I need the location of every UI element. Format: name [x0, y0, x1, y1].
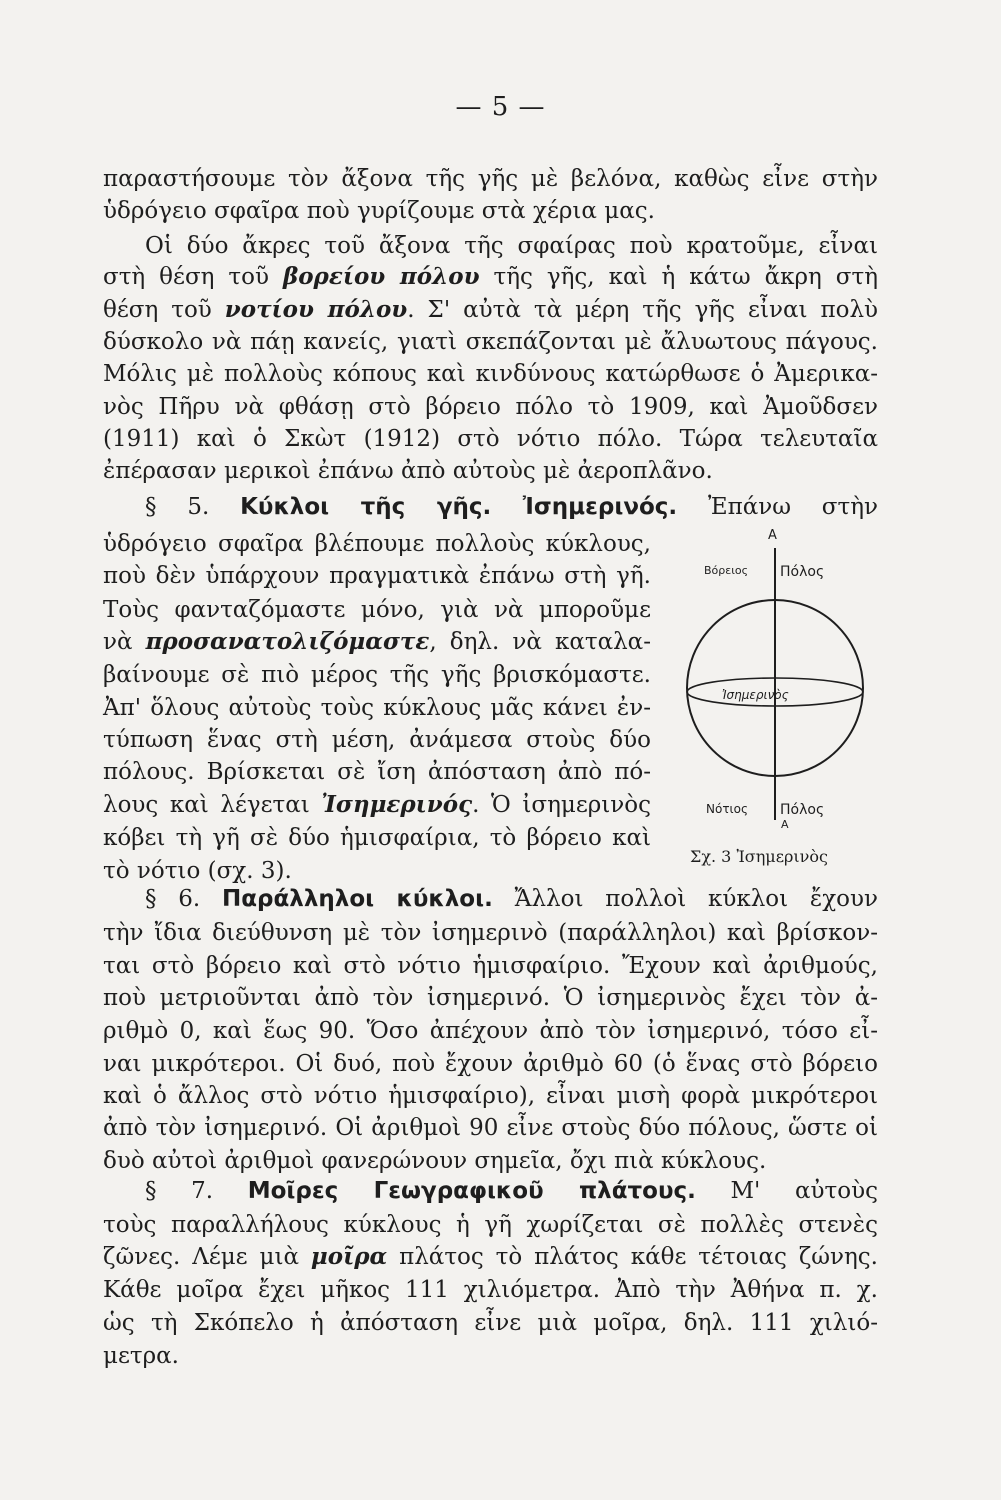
text-line: ριθμὸ 0, καὶ ἕως 90. Ὅσο ἀπέχουν ἀπὸ τὸν ἰσημερινό, τόσο εἶ-	[103, 1018, 878, 1044]
emphasis-equator: Ἰσημερινός	[321, 791, 473, 818]
text-line: ἀπὸ τὸν ἰσημερινό. Οἱ ἀριθμοὶ 90 εἶνε στοὺς δύο πόλους, ὥστε οἱ	[103, 1115, 878, 1141]
text-line: ὡς τὴ Σκόπελο ἡ ἀπόσταση εἶνε μιὰ μοῖρα, δηλ. 111 χιλιό-	[103, 1310, 878, 1336]
page-number: — 5 —	[455, 92, 546, 122]
text-line: ται στὸ βόρειο καὶ στὸ νότιο ἡμισφαίριο. Ἔχουν καὶ ἀριθμούς,	[103, 953, 878, 979]
text-line: καὶ ὁ ἄλλος στὸ νότιο ἡμισφαίριο), εἶναι μισὴ φορὰ μικρότεροι	[103, 1083, 878, 1109]
text-line: λους καὶ λέγεται Ἰσημερινός. Ὁ ἰσημερινὸς	[103, 791, 651, 818]
north-pole-letter: Α	[768, 528, 777, 543]
text-line: (1911) καὶ ὁ Σκὼτ (1912) στὸ νότιο πόλο. Τώρα τελευταῖα	[103, 426, 878, 452]
text-line: νὸς Πῆρυ νὰ φθάσῃ στὸ βόρειο πόλο τὸ 1909, καὶ Ἀμοῦδσεν	[103, 394, 878, 420]
text-line: ποὺ μετριοῦνται ἀπὸ τὸν ἰσημερινό. Ὁ ἰσημερινὸς ἔχει τὸν ἀ-	[103, 985, 878, 1011]
heading-parallels: Παράλληλοι κύκλοι.	[221, 886, 493, 912]
emphasis-north-pole: βορείου πόλου	[282, 263, 480, 290]
emphasis-orientation: προσανατολιζόμαστε	[145, 628, 430, 655]
text-line: παραστήσουμε τὸν ἄξονα τῆς γῆς μὲ βελόνα, καθὼς εἶνε στὴν	[103, 166, 878, 192]
figure-caption: Σχ. 3 Ἰσημερινὸς	[690, 847, 828, 866]
emphasis-south-pole: νοτίου πόλου	[224, 296, 408, 323]
text-line: δυὸ αὐτοὶ ἀριθμοὶ φανερώνουν σημεῖα, ὄχι πιὰ κύκλους.	[103, 1148, 767, 1174]
south-label-right: Πόλος	[780, 802, 825, 818]
text-line: τύπωση ἕνας στὴ μέση, ἀνάμεσα στοὺς δύο	[103, 727, 651, 753]
south-label-left: Νότιος	[706, 802, 748, 816]
text-line: πόλους. Βρίσκεται σὲ ἴση ἀπόσταση ἀπὸ πό-	[103, 759, 651, 785]
text-line: μετρα.	[103, 1343, 179, 1369]
south-pole-letter: Α	[781, 818, 789, 831]
emphasis-degree: μοῖρα	[310, 1243, 388, 1270]
text-line: ὑδρόγειο σφαῖρα ποὺ γυρίζουμε στὰ χέρια μας.	[103, 198, 655, 224]
text-line: ἐπέρασαν μερικοὶ ἐπάνω ἀπὸ αὐτοὺς μὲ ἀεροπλᾶνο.	[103, 458, 713, 484]
text-line: ζῶνες. Λέμε μιὰ μοῖρα πλάτος τὸ πλάτος κάθε τέτοιας ζώνης.	[103, 1243, 878, 1270]
text-line: Ἀπ' ὅλους αὐτοὺς τοὺς κύκλους μᾶς κάνει ἐν-	[103, 695, 651, 721]
text-line: τὸ νότιο (σχ. 3).	[103, 858, 292, 884]
north-label-right: Πόλος	[780, 564, 825, 580]
equator-label: Ἰσημερινὸς	[722, 688, 789, 702]
north-label-left: Βόρειος	[704, 564, 749, 577]
text-line: κόβει τὴ γῆ σὲ δύο ἡμισφαίρια, τὸ βόρειο καὶ	[103, 825, 651, 851]
text-line: Τοὺς φανταζόμαστε μόνο, γιὰ νὰ μποροῦμε	[103, 597, 651, 623]
equator-figure	[682, 520, 882, 865]
section-7-heading: § 7. Μοῖρες Γεωγραφικοῦ πλάτους. Μ' αὐτοὺς	[145, 1178, 878, 1204]
text-line: δύσκολο νὰ πάῃ κανείς, γιατὶ σκεπάζονται μὲ ἄλυωτους πάγους.	[103, 329, 878, 355]
text-line: ὑδρόγειο σφαῖρα βλέπουμε πολλοὺς κύκλους,	[103, 531, 651, 557]
section-5-heading: § 5. Κύκλοι τῆς γῆς. Ἰσημερινός. Ἐπάνω στὴν	[145, 494, 878, 520]
text-line: ναι μικρότεροι. Οἱ δυό, ποὺ ἔχουν ἀριθμὸ 60 (ὁ ἕνας στὸ βόρειο	[103, 1051, 878, 1077]
text-line: θέση τοῦ νοτίου πόλου. Σ' αὐτὰ τὰ μέρη τῆς γῆς εἶναι πολὺ	[103, 296, 879, 323]
text-line: βαίνουμε σὲ πιὸ μέρος τῆς γῆς βρισκόμαστε.	[103, 662, 651, 688]
section-6-heading: § 6. Παράλληλοι κύκλοι. Ἄλλοι πολλοὶ κύκλοι ἔχουν	[145, 886, 878, 912]
heading-circles-equator: Κύκλοι τῆς γῆς. Ἰσημερινός.	[240, 494, 678, 520]
text-line: Οἱ δύο ἄκρες τοῦ ἄξονα τῆς σφαίρας ποὺ κρατοῦμε, εἶναι	[145, 233, 878, 259]
text-line: Μόλις μὲ πολλοὺς κόπους καὶ κινδύνους κατώρθωσε ὁ Ἀμερικα-	[103, 361, 878, 387]
heading-latitude-degrees: Μοῖρες Γεωγραφικοῦ πλάτους.	[247, 1178, 696, 1204]
text-line: ποὺ δὲν ὑπάρχουν πραγματικὰ ἐπάνω στὴ γῆ.	[103, 563, 651, 589]
text-line: νὰ προσανατολιζόμαστε, δηλ. νὰ καταλα-	[103, 628, 651, 655]
text-line: στὴ θέση τοῦ βορείου πόλου τῆς γῆς, καὶ ἡ κάτω ἄκρη στὴ	[103, 263, 878, 290]
text-line: τοὺς παραλλήλους κύκλους ἡ γῆ χωρίζεται σὲ πολλὲς στενὲς	[103, 1212, 878, 1238]
text-line: τὴν ἴδια διεύθυνση μὲ τὸν ἰσημερινὸ (παράλληλοι) καὶ βρίσκον-	[103, 920, 878, 946]
text-line: Κάθε μοῖρα ἔχει μῆκος 111 χιλιόμετρα. Ἀπὸ τὴν Ἀθήνα π. χ.	[103, 1277, 878, 1303]
